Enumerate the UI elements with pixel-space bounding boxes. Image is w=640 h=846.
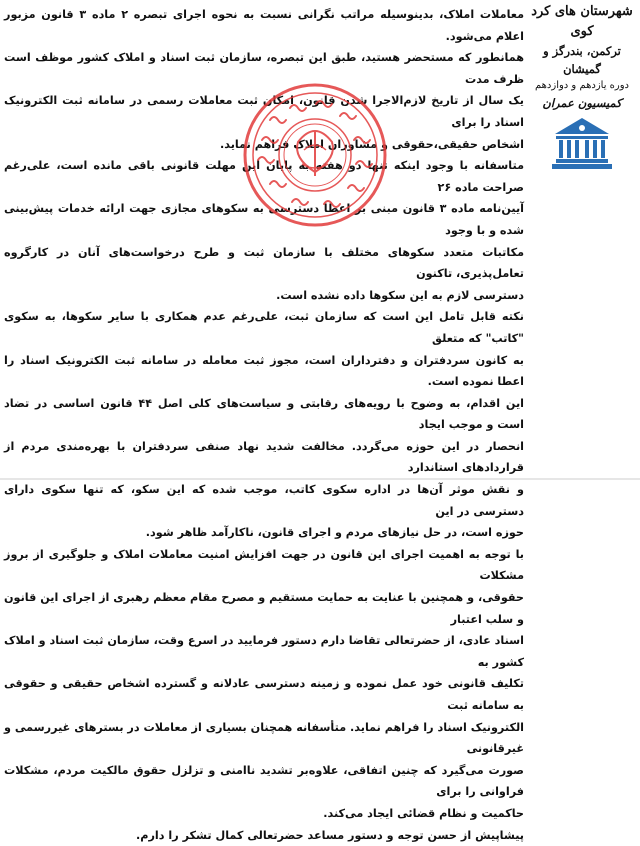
commission-line: کمیسیون عمران (542, 96, 622, 110)
letterhead-sidebar (530, 2, 634, 174)
body-line: نکته قابل تامل این است که سازمان ثبت، علی‌رغم عدم همکاری با سایر سکوها، به سکوی "کاتب" که متعلق (4, 310, 524, 345)
body-line: صورت می‌گیرد که چنین اتفاقی، علاوه‌بر تشدید ناامنی و تزلزل حقوق مالکیت مردم، مشکلات فراوانی را برای (4, 763, 524, 799)
body-line: همانطور که مستحضر هستید، طبق این تبصره، سازمان ثبت اسناد و املاک کشور موظف است ظرف مدت (4, 51, 524, 86)
body-line: اسناد عادی، از حضرتعالی تقاضا دارم دستور فرمایید در اسرع وقت، سازمان ثبت اسناد و املاک کشور به (4, 634, 524, 669)
body-line: مکاتبات متعدد سکوهای مختلف با سازمان ثبت و طرح درخواست‌های آنان در کارگروه تعامل‌پذیری، تاکنون (4, 245, 524, 281)
body-line: معاملات املاک، بدینوسیله مراتب نگرانی نسبت به نحوه اجرای تبصره ۲ ماده ۳ قانون مزبور اعلام می‌شود. (4, 8, 525, 43)
page-edge (0, 478, 640, 480)
body-line: با توجه به اهمیت اجرای این قانون در جهت افزایش امنیت معاملات املاک و جلوگیری از بروز مشکلات (4, 547, 524, 583)
body-line: متاسفانه با وجود اینکه تنها دو هفته به پایان این مهلت قانونی باقی مانده است، علی‌رغم صراحت ماده ۲۶ (4, 159, 524, 194)
body-line: آیین‌نامه ماده ۳ قانون مبنی بر اعطا دسترسی به سکوهای مجازی جهت ارائه خدمات پیش‌بینی شده و با وجود (4, 202, 524, 237)
body-line: تکلیف قانونی خود عمل نموده و زمینه دسترسی عادلانه و گسترده اشخاص حقیقی و حقوقی به سامانه ثبت (4, 677, 524, 712)
term-line: دوره یازدهم و دوازدهم (534, 80, 630, 91)
body-line: انحصار در این حوزه می‌گردد. مخالفت شدید نهاد صنفی سردفتران با بهره‌مندی مردم از قراردادهای استاندارد (4, 439, 524, 475)
body-line: و نقش موثر آن‌ها در اداره سکوی کاتب، موجب شده که این سکو، که تنها سکوی دارای دسترسی در این (4, 483, 524, 518)
body-line: دسترسی لازم به این سکوها داده نشده است. (276, 288, 524, 302)
body-line: حاکمیت و نظام قضائی ایجاد می‌کند. (323, 806, 524, 820)
body-line: به کانون سردفتران و دفترداران است، مجوز ثبت معامله در سامانه ثبت الکترونیک اسناد را اعطا نموده است. (4, 353, 524, 389)
body-line: الکترونیک اسناد را فراهم نماید. متأسفانه همچنان بسیاری از معاملات در بسترهای غیررسمی و غیرقانونی (4, 720, 524, 756)
body-line: اشخاص حقیقی،حقوقی و مشاوران املاک فراهم نماید. (219, 137, 524, 151)
parliament-emblem-icon (547, 116, 617, 174)
letter-body (4, 4, 524, 846)
body-line: حوزه است، در حل نیازهای مردم و اجرای قانون، ناکارآمد ظاهر شود. (145, 526, 524, 540)
constituency-line: شهرستان های کرد کوی (531, 4, 633, 39)
constituency-line-2: ترکمن، بندرگز و گمیشان (543, 44, 621, 76)
body-line: یک سال از تاریخ لازم‌الاجرا شدن قانون، امکان ثبت معاملات رسمی در سامانه ثبت الکترونیک اسناد را برای (4, 94, 524, 129)
body-line: پیشاپیش از حسن توجه و دستور مساعد حضرتعالی کمال تشکر را دارم. (136, 828, 524, 842)
body-line: حقوقی، و همچنین با عنایت به حمایت مستقیم و مصرح مقام معظم رهبری از اجرای این قانون و سلب اعتبار (4, 591, 524, 626)
body-line: این اقدام، به وضوح با رویه‌های رقابتی و سیاست‌های کلی اصل ۴۴ قانون اساسی در تضاد است و موجب ایجاد (4, 396, 525, 432)
